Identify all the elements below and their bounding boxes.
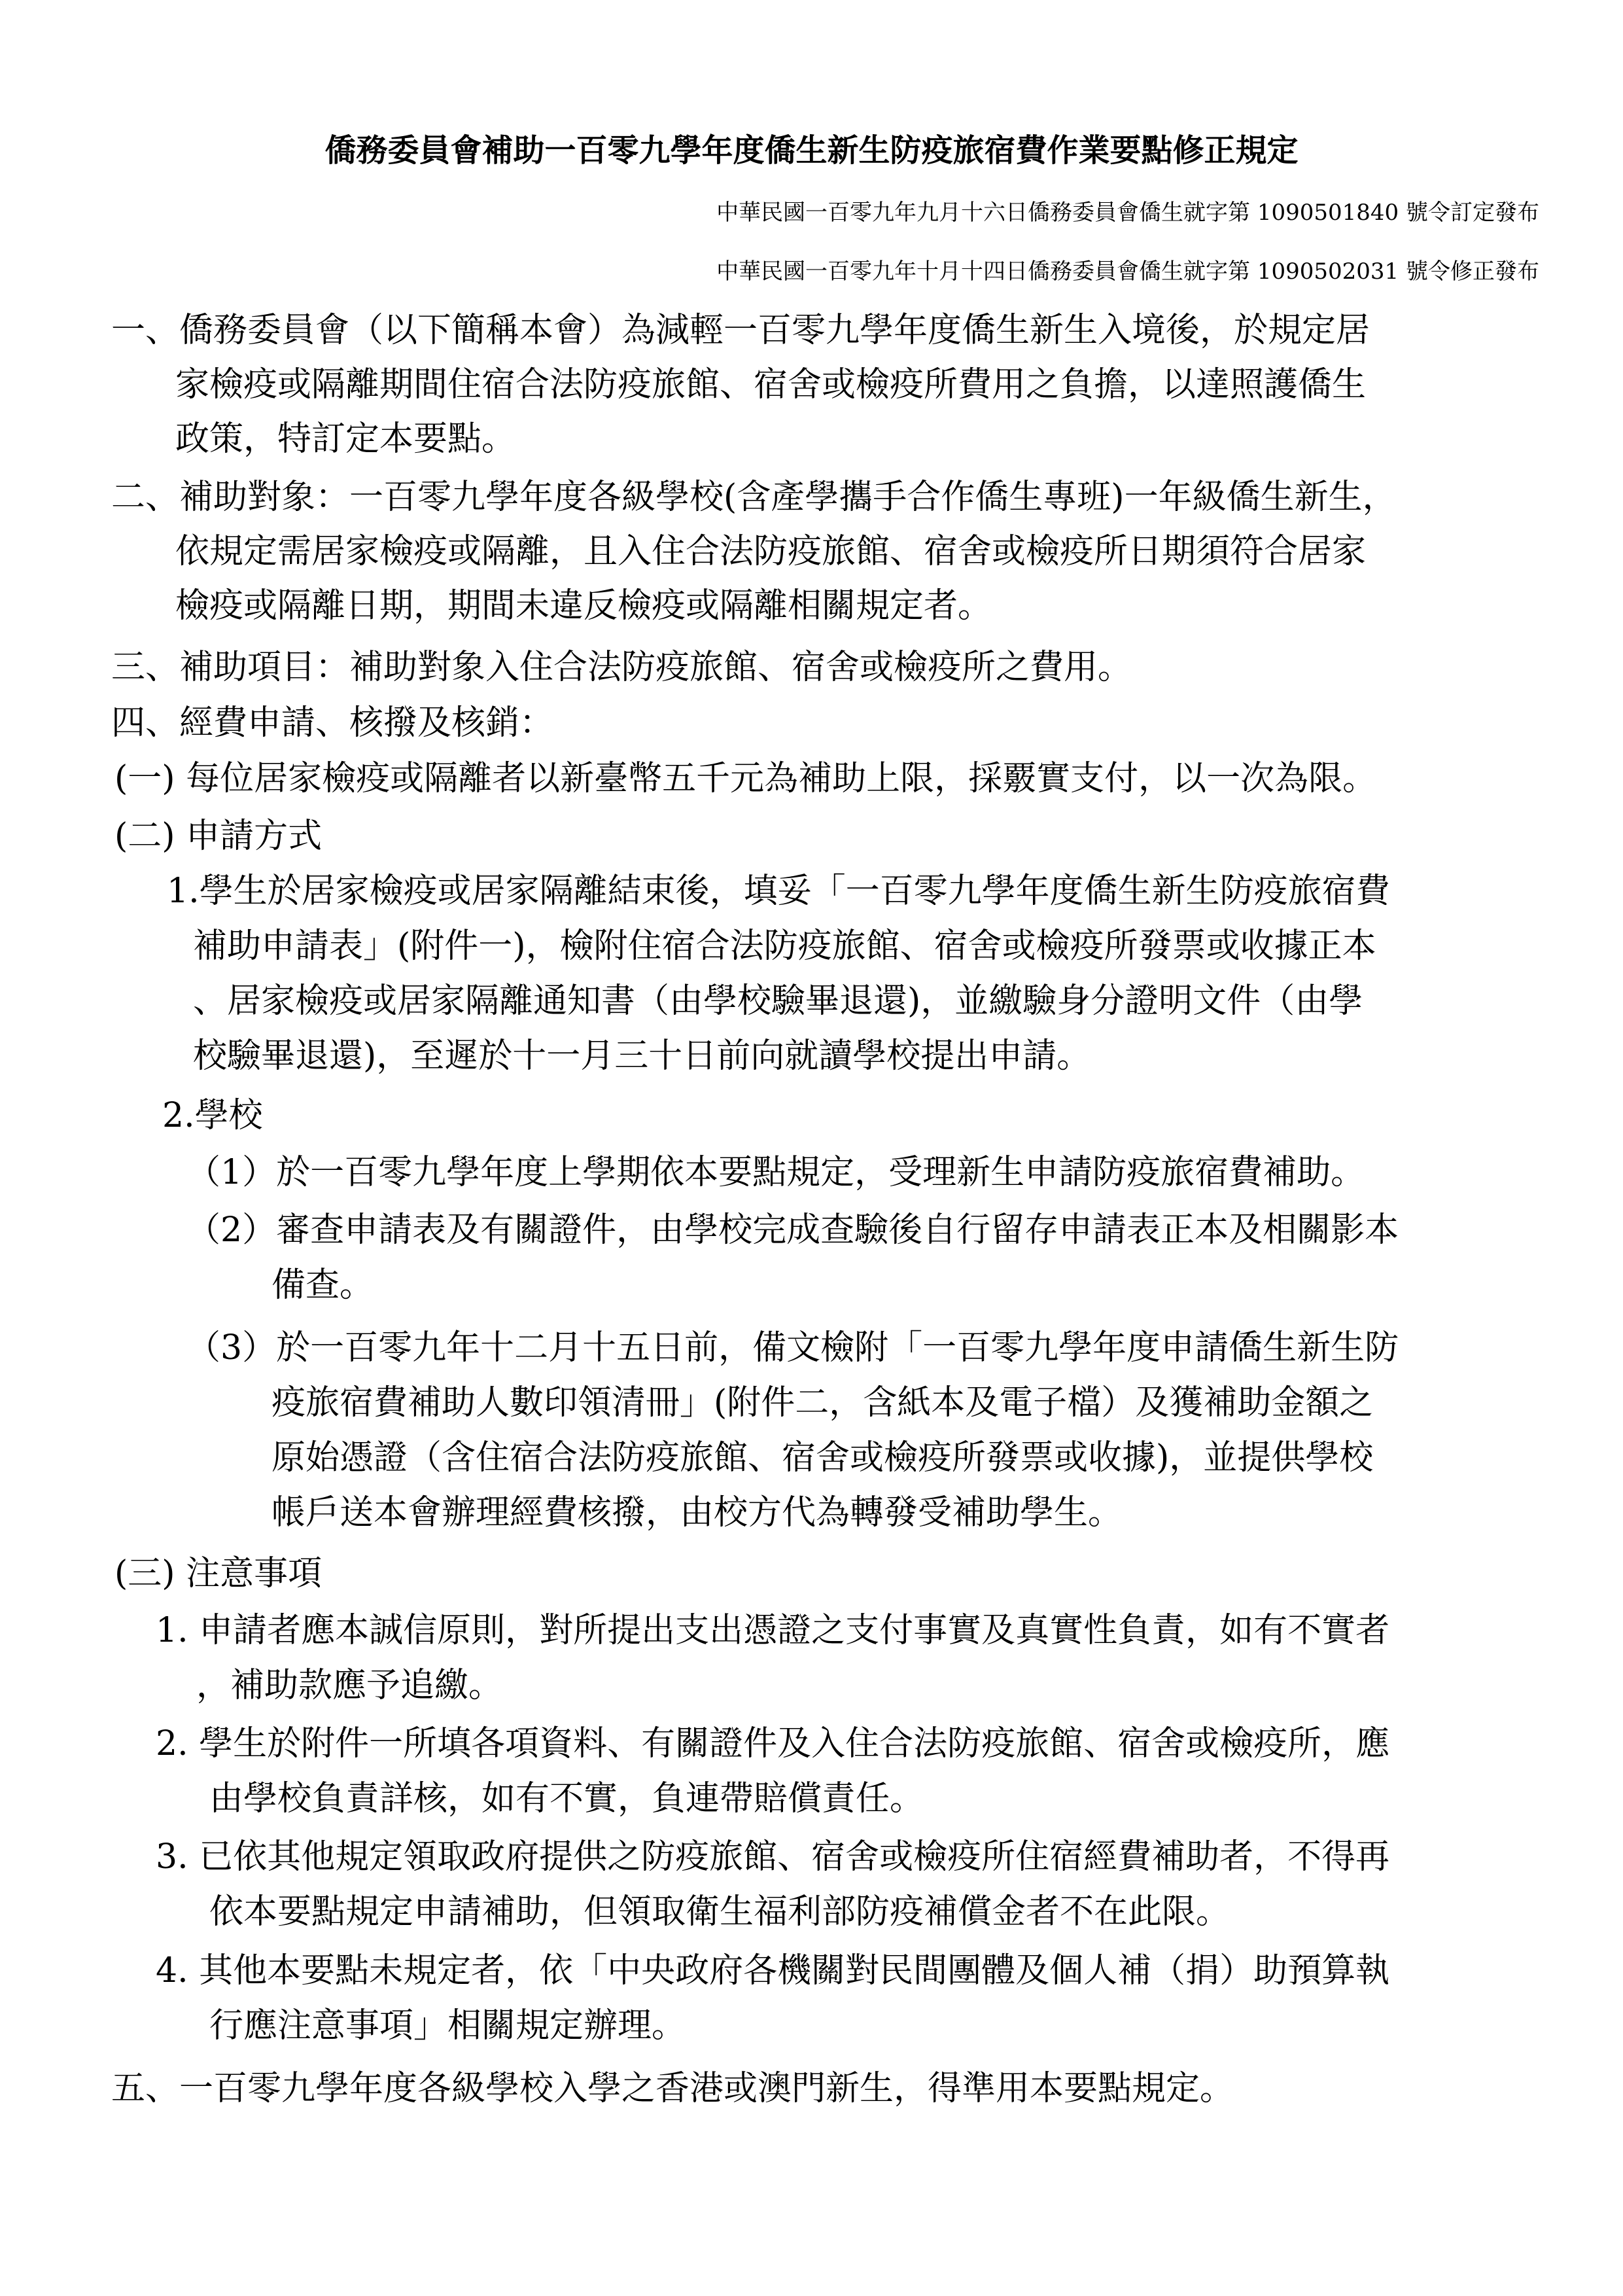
section-1-line-3: 政策，特訂定本要點。: [175, 419, 516, 459]
section-4-2-1-line-4: 校驗畢退還)，至遲於十一月三十日前向就讀學校提出申請。: [193, 1036, 1091, 1076]
section-4-3-2-line-2: 由學校負責詳核，如有不實，負連帶賠償責任。: [209, 1779, 924, 1818]
issuance-line-2: 中華民國一百零九年十月十四日僑務委員會僑生就字第 1090502031 號令修正發布: [716, 258, 1539, 285]
section-3-line-1: 三、補助項目：補助對象入住合法防疫旅館、宿舍或檢疫所之費用。: [111, 648, 1132, 687]
document-title: 僑務委員會補助一百零九學年度僑生新生防疫旅宿費作業要點修正規定: [324, 132, 1299, 169]
section-4-2-2-3-line-3: 原始憑證（含住宿合法防疫旅館、宿舍或檢疫所發票或收據)，並提供學校: [271, 1438, 1374, 1477]
section-4-3-2-line-1: 2. 學生於附件一所填各項資料、有關證件及入住合法防疫旅館、宿舍或檢疫所，應: [156, 1724, 1390, 1763]
section-1-line-1: 一、僑務委員會（以下簡稱本會）為減輕一百零九學年度僑生新生入境後，於規定居: [111, 311, 1370, 350]
section-4-1-line-1: (一) 每位居家檢疫或隔離者以新臺幣五千元為補助上限，採覈實支付，以一次為限。: [114, 759, 1377, 798]
section-4-2-1-line-1: 1.學生於居家檢疫或居家隔離結束後，填妥「一百零九學年度僑生新生防疫旅宿費: [167, 872, 1390, 911]
section-5-line-1: 五、一百零九學年度各級學校入學之香港或澳門新生，得準用本要點規定。: [111, 2069, 1234, 2108]
issuance-line-1: 中華民國一百零九年九月十六日僑務委員會僑生就字第 1090501840 號令訂定發布: [716, 200, 1539, 226]
section-4-heading: 四、經費申請、核撥及核銷：: [111, 703, 554, 743]
section-4-2-2-3-line-4: 帳戶送本會辦理經費核撥，由校方代為轉發受補助學生。: [271, 1493, 1123, 1532]
section-4-3-4-line-1: 4. 其他本要點未規定者，依「中央政府各機關對民間團體及個人補（捐）助預算執: [156, 1951, 1390, 1990]
section-4-2-2-heading: 2.學校: [162, 1096, 263, 1135]
section-2-line-3: 檢疫或隔離日期，期間未違反檢疫或隔離相關規定者。: [175, 586, 992, 626]
section-4-2-1-line-3: 、居家檢疫或居家隔離通知書（由學校驗畢退還)，並繳驗身分證明文件（由學: [193, 981, 1363, 1021]
section-4-3-1-line-2: ，補助款應予追繳。: [196, 1666, 503, 1705]
section-4-2-2-1-line-1: （1）於一百零九學年度上學期依本要點規定，受理新生申請防疫旅宿費補助。: [186, 1153, 1365, 1192]
section-1-line-2: 家檢疫或隔離期間住宿合法防疫旅館、宿舍或檢疫所費用之負擔，以達照護僑生: [175, 365, 1367, 404]
section-4-3-3-line-2: 依本要點規定申請補助，但領取衛生福利部防疫補償金者不在此限。: [209, 1892, 1230, 1932]
section-2-line-1: 二、補助對象：一百零九學年度各級學校(含產學攜手合作僑生專班)一年級僑生新生，: [111, 478, 1397, 517]
section-2-line-2: 依規定需居家檢疫或隔離，且入住合法防疫旅館、宿舍或檢疫所日期須符合居家: [175, 532, 1367, 571]
section-4-3-3-line-1: 3. 已依其他規定領取政府提供之防疫旅館、宿舍或檢疫所住宿經費補助者，不得再: [156, 1837, 1390, 1877]
section-4-2-heading: (二) 申請方式: [114, 817, 323, 856]
section-4-3-1-line-1: 1. 申請者應本誠信原則，對所提出支出憑證之支付事實及真實性負責，如有不實者: [156, 1611, 1390, 1650]
section-4-2-2-3-line-2: 疫旅宿費補助人數印領清冊」(附件二，含紙本及電子檔）及獲補助金額之: [271, 1383, 1374, 1422]
section-4-3-heading: (三) 注意事項: [114, 1554, 323, 1593]
section-4-3-4-line-2: 行應注意事項」相關規定辦理。: [209, 2006, 686, 2045]
section-4-2-2-2-line-2: 備查。: [271, 1265, 374, 1305]
section-4-2-1-line-2: 補助申請表」(附件一)，檢附住宿合法防疫旅館、宿舍或檢疫所發票或收據正本: [193, 927, 1376, 966]
section-4-2-2-2-line-1: （2）審查申請表及有關證件，由學校完成查驗後自行留存申請表正本及相關影本: [186, 1210, 1399, 1250]
section-4-2-2-3-line-1: （3）於一百零九年十二月十五日前，備文檢附「一百零九學年度申請僑生新生防: [186, 1328, 1399, 1368]
